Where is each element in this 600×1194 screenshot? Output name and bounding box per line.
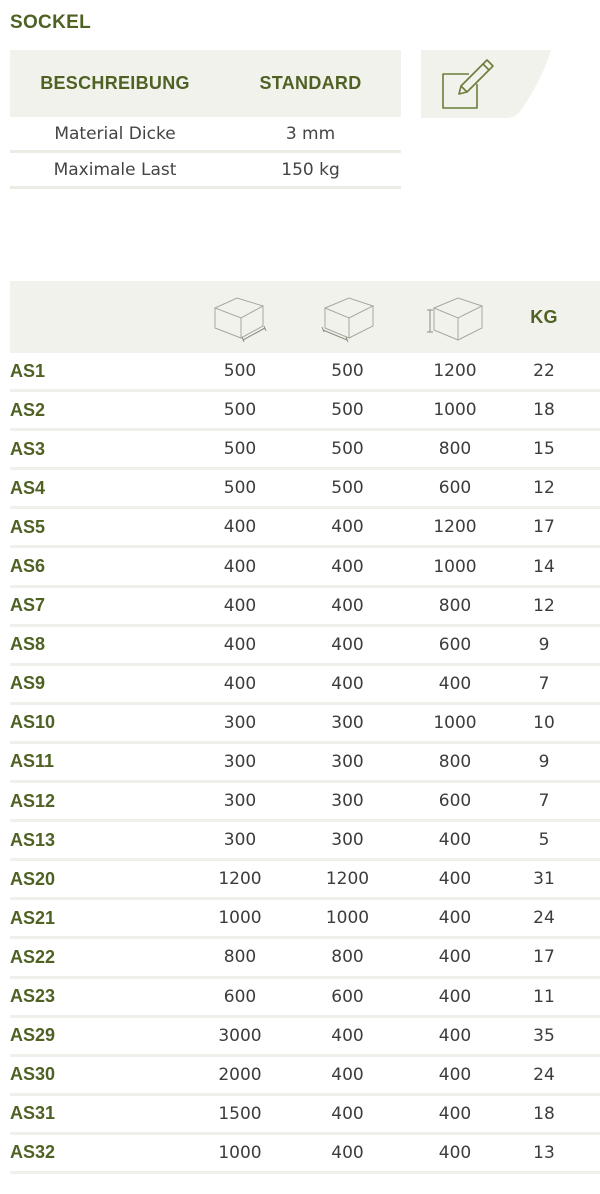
row-width: 1200	[218, 869, 262, 890]
row-weight: 7	[538, 791, 550, 812]
row-width: 400	[223, 517, 257, 538]
row-weight: 12	[533, 595, 555, 616]
table-row	[10, 822, 600, 861]
spec-row	[10, 153, 401, 189]
row-height: 400	[438, 1064, 472, 1085]
row-width: 600	[223, 986, 257, 1007]
row-height: 400	[438, 869, 472, 890]
table-row	[10, 861, 600, 900]
spec-header-standard: STANDARD	[259, 73, 362, 93]
row-depth: 800	[331, 947, 364, 968]
spec-label: Material Dicke	[54, 123, 176, 144]
spec-header-description: BESCHREIBUNG	[40, 73, 190, 93]
row-width: 300	[223, 751, 257, 772]
box-depth-icon	[295, 292, 400, 342]
row-width: 400	[223, 673, 257, 694]
row-width: 500	[223, 478, 257, 499]
row-depth: 500	[331, 361, 364, 382]
table-row	[10, 509, 600, 548]
row-weight: 13	[533, 1142, 555, 1163]
row-depth: 400	[331, 1064, 364, 1085]
row-height: 600	[438, 634, 472, 655]
row-width: 400	[223, 595, 257, 616]
row-height: 1000	[433, 712, 477, 733]
page-title: SOCKEL	[10, 12, 91, 33]
row-name: AS4	[10, 477, 46, 498]
row-height: 1200	[433, 361, 477, 382]
table-row	[10, 470, 600, 509]
row-width: 1000	[218, 908, 262, 929]
row-width: 300	[223, 830, 257, 851]
row-name: AS11	[10, 751, 55, 772]
spec-table-header	[10, 50, 401, 117]
row-depth: 300	[331, 712, 364, 733]
row-width: 3000	[218, 1025, 262, 1046]
row-width: 500	[223, 361, 257, 382]
row-height: 400	[438, 1103, 472, 1124]
table-row	[10, 588, 600, 627]
row-weight: 10	[533, 712, 555, 733]
row-name: AS2	[10, 399, 46, 420]
row-height: 800	[438, 595, 472, 616]
row-name: AS30	[10, 1064, 56, 1085]
row-weight: 22	[533, 361, 555, 382]
table-row	[10, 705, 600, 744]
table-row	[10, 979, 600, 1018]
row-name: AS5	[10, 516, 46, 537]
table-row	[10, 548, 600, 587]
row-weight: 18	[533, 400, 555, 421]
edit-tab[interactable]	[421, 50, 551, 118]
row-name: AS10	[10, 712, 56, 733]
row-depth: 400	[331, 634, 364, 655]
row-weight: 7	[538, 673, 550, 694]
table-row	[10, 1135, 600, 1174]
row-depth: 300	[331, 830, 364, 851]
table-row	[10, 1018, 600, 1057]
spec-label: Maximale Last	[53, 159, 177, 180]
table-row	[10, 353, 600, 392]
row-weight: 11	[533, 986, 555, 1007]
table-row	[10, 1057, 600, 1096]
row-height: 400	[438, 908, 472, 929]
row-name: AS8	[10, 634, 46, 655]
row-depth: 500	[331, 478, 364, 499]
row-name: AS9	[10, 673, 46, 694]
table-row	[10, 627, 600, 666]
row-width: 1500	[218, 1103, 262, 1124]
row-depth: 500	[331, 439, 364, 460]
table-row	[10, 666, 600, 705]
row-depth: 400	[331, 556, 364, 577]
row-name: AS29	[10, 1025, 56, 1046]
row-name: AS1	[10, 360, 46, 381]
row-weight: 18	[533, 1103, 555, 1124]
box-width-icon	[185, 292, 295, 342]
row-weight: 17	[533, 517, 555, 538]
dimensions-table-body	[10, 353, 600, 1174]
table-row	[10, 939, 600, 978]
row-name: AS22	[10, 946, 56, 967]
row-name: AS23	[10, 986, 56, 1007]
row-name: AS3	[10, 438, 46, 459]
row-height: 600	[438, 478, 472, 499]
row-depth: 400	[331, 1025, 364, 1046]
row-width: 300	[223, 712, 257, 733]
row-depth: 300	[331, 751, 364, 772]
row-weight: 9	[538, 751, 550, 772]
spec-value: 3 mm	[285, 123, 336, 144]
row-weight: 17	[533, 947, 555, 968]
row-height: 800	[438, 751, 472, 772]
row-height: 400	[438, 1142, 472, 1163]
row-name: AS31	[10, 1103, 56, 1124]
row-name: AS12	[10, 790, 56, 811]
row-name: AS13	[10, 829, 56, 850]
dimensions-table-header	[10, 281, 600, 353]
row-depth: 400	[331, 595, 364, 616]
row-height: 1000	[433, 400, 477, 421]
row-width: 2000	[218, 1064, 262, 1085]
table-row	[10, 392, 600, 431]
weight-header: KG	[530, 306, 558, 327]
row-height: 400	[438, 947, 472, 968]
row-height: 400	[438, 1025, 472, 1046]
edit-tab-shape	[421, 50, 551, 118]
row-weight: 24	[533, 908, 555, 929]
row-weight: 24	[533, 1064, 555, 1085]
row-width: 400	[223, 634, 257, 655]
row-width: 500	[223, 400, 257, 421]
row-depth: 400	[331, 517, 364, 538]
row-depth: 500	[331, 400, 364, 421]
row-height: 400	[438, 986, 472, 1007]
row-height: 1000	[433, 556, 477, 577]
row-name: AS20	[10, 868, 56, 889]
row-depth: 1000	[325, 908, 370, 929]
row-name: AS21	[10, 907, 56, 928]
table-row	[10, 783, 600, 822]
spec-value: 150 kg	[281, 159, 340, 180]
row-weight: 15	[533, 439, 555, 460]
row-height: 400	[438, 673, 472, 694]
dimensions-table	[10, 281, 600, 1174]
row-height: 800	[438, 439, 472, 460]
row-depth: 400	[331, 1142, 364, 1163]
row-height: 600	[438, 791, 472, 812]
row-depth: 300	[331, 791, 364, 812]
row-name: AS6	[10, 556, 46, 577]
row-depth: 600	[331, 986, 364, 1007]
row-name: AS7	[10, 595, 46, 616]
row-width: 1000	[218, 1142, 262, 1163]
spec-table	[10, 50, 401, 189]
spec-row	[10, 117, 401, 153]
row-width: 800	[223, 947, 257, 968]
row-width: 500	[223, 439, 257, 460]
row-weight: 31	[533, 869, 555, 890]
row-depth: 1200	[325, 869, 370, 890]
row-width: 300	[223, 791, 257, 812]
row-weight: 5	[538, 830, 550, 851]
row-width: 400	[223, 556, 257, 577]
row-weight: 9	[538, 634, 550, 655]
row-depth: 400	[331, 1103, 364, 1124]
row-height: 400	[438, 830, 472, 851]
box-height-icon	[400, 292, 510, 342]
table-row	[10, 900, 600, 939]
row-weight: 14	[533, 556, 555, 577]
row-name: AS32	[10, 1142, 56, 1163]
row-depth: 400	[331, 673, 364, 694]
row-weight: 12	[533, 478, 555, 499]
table-row	[10, 431, 600, 470]
table-row	[10, 1096, 600, 1135]
table-row	[10, 744, 600, 783]
row-height: 1200	[433, 517, 477, 538]
row-weight: 35	[533, 1025, 555, 1046]
